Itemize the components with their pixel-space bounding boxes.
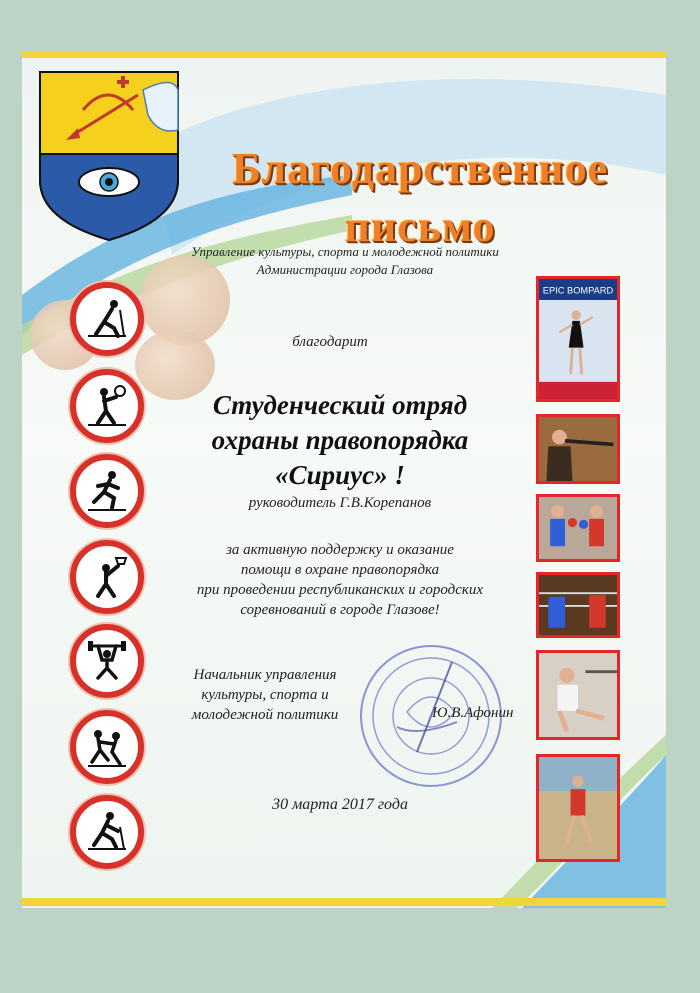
leader-line: руководитель Г.В.Корепанов xyxy=(248,495,432,511)
reason-line-4: соревнований в городе Глазове! xyxy=(240,602,440,618)
frame-bottom xyxy=(22,898,666,906)
cross-country-skiing-icon xyxy=(70,795,144,869)
photo-boxing-ring xyxy=(536,572,620,638)
recipient-line-3: «Сириус» ! xyxy=(275,460,405,490)
photo-shooter xyxy=(536,414,620,484)
running-icon xyxy=(70,454,144,528)
recipient-line-1: Студенческий отряд xyxy=(212,390,468,420)
signatory-name: Ю.В.Афонин xyxy=(432,705,514,721)
photo-banner: EPIC BOMPARD xyxy=(542,284,614,296)
volleyball-icon xyxy=(70,540,144,614)
judo-icon xyxy=(70,710,144,784)
photo-gymnast xyxy=(536,650,620,740)
signatory-title xyxy=(160,665,370,725)
org-line-2: Администрации города Глазова xyxy=(256,262,434,277)
title-line-1: Благодарственное xyxy=(231,144,609,193)
signatory-title-line-2: культуры, спорта и xyxy=(201,687,329,703)
weightlifting-icon xyxy=(70,624,144,698)
signatory-title-line-1: Начальник управления xyxy=(193,667,337,683)
photo-figure-skater xyxy=(536,276,620,402)
signatory-title-line-3: молодежной политики xyxy=(191,707,339,723)
reason-line-1: за активную поддержку и оказание xyxy=(226,542,454,558)
title-line-2: письмо xyxy=(344,202,496,251)
certificate-title xyxy=(170,140,670,256)
recipient-name xyxy=(160,388,520,493)
photo-boxers xyxy=(536,494,620,562)
recipient-line-2: охраны правопорядка xyxy=(211,425,469,455)
issuing-organization xyxy=(150,243,540,279)
thanks-word: благодарит xyxy=(292,334,368,350)
reason-line-2: помощи в охране правопорядка xyxy=(240,562,440,578)
reason-text xyxy=(140,540,540,620)
photo-runner xyxy=(536,754,620,862)
tennis-icon xyxy=(70,369,144,443)
org-line-1: Управление культуры, спорта и молодежной политики xyxy=(191,244,499,259)
reason-line-3: при проведении республиканских и городских xyxy=(196,582,484,598)
skiing-icon xyxy=(70,282,144,356)
issue-date: 30 марта 2017 года xyxy=(272,796,408,813)
city-coat-of-arms xyxy=(38,70,180,242)
frame-top xyxy=(22,52,666,58)
